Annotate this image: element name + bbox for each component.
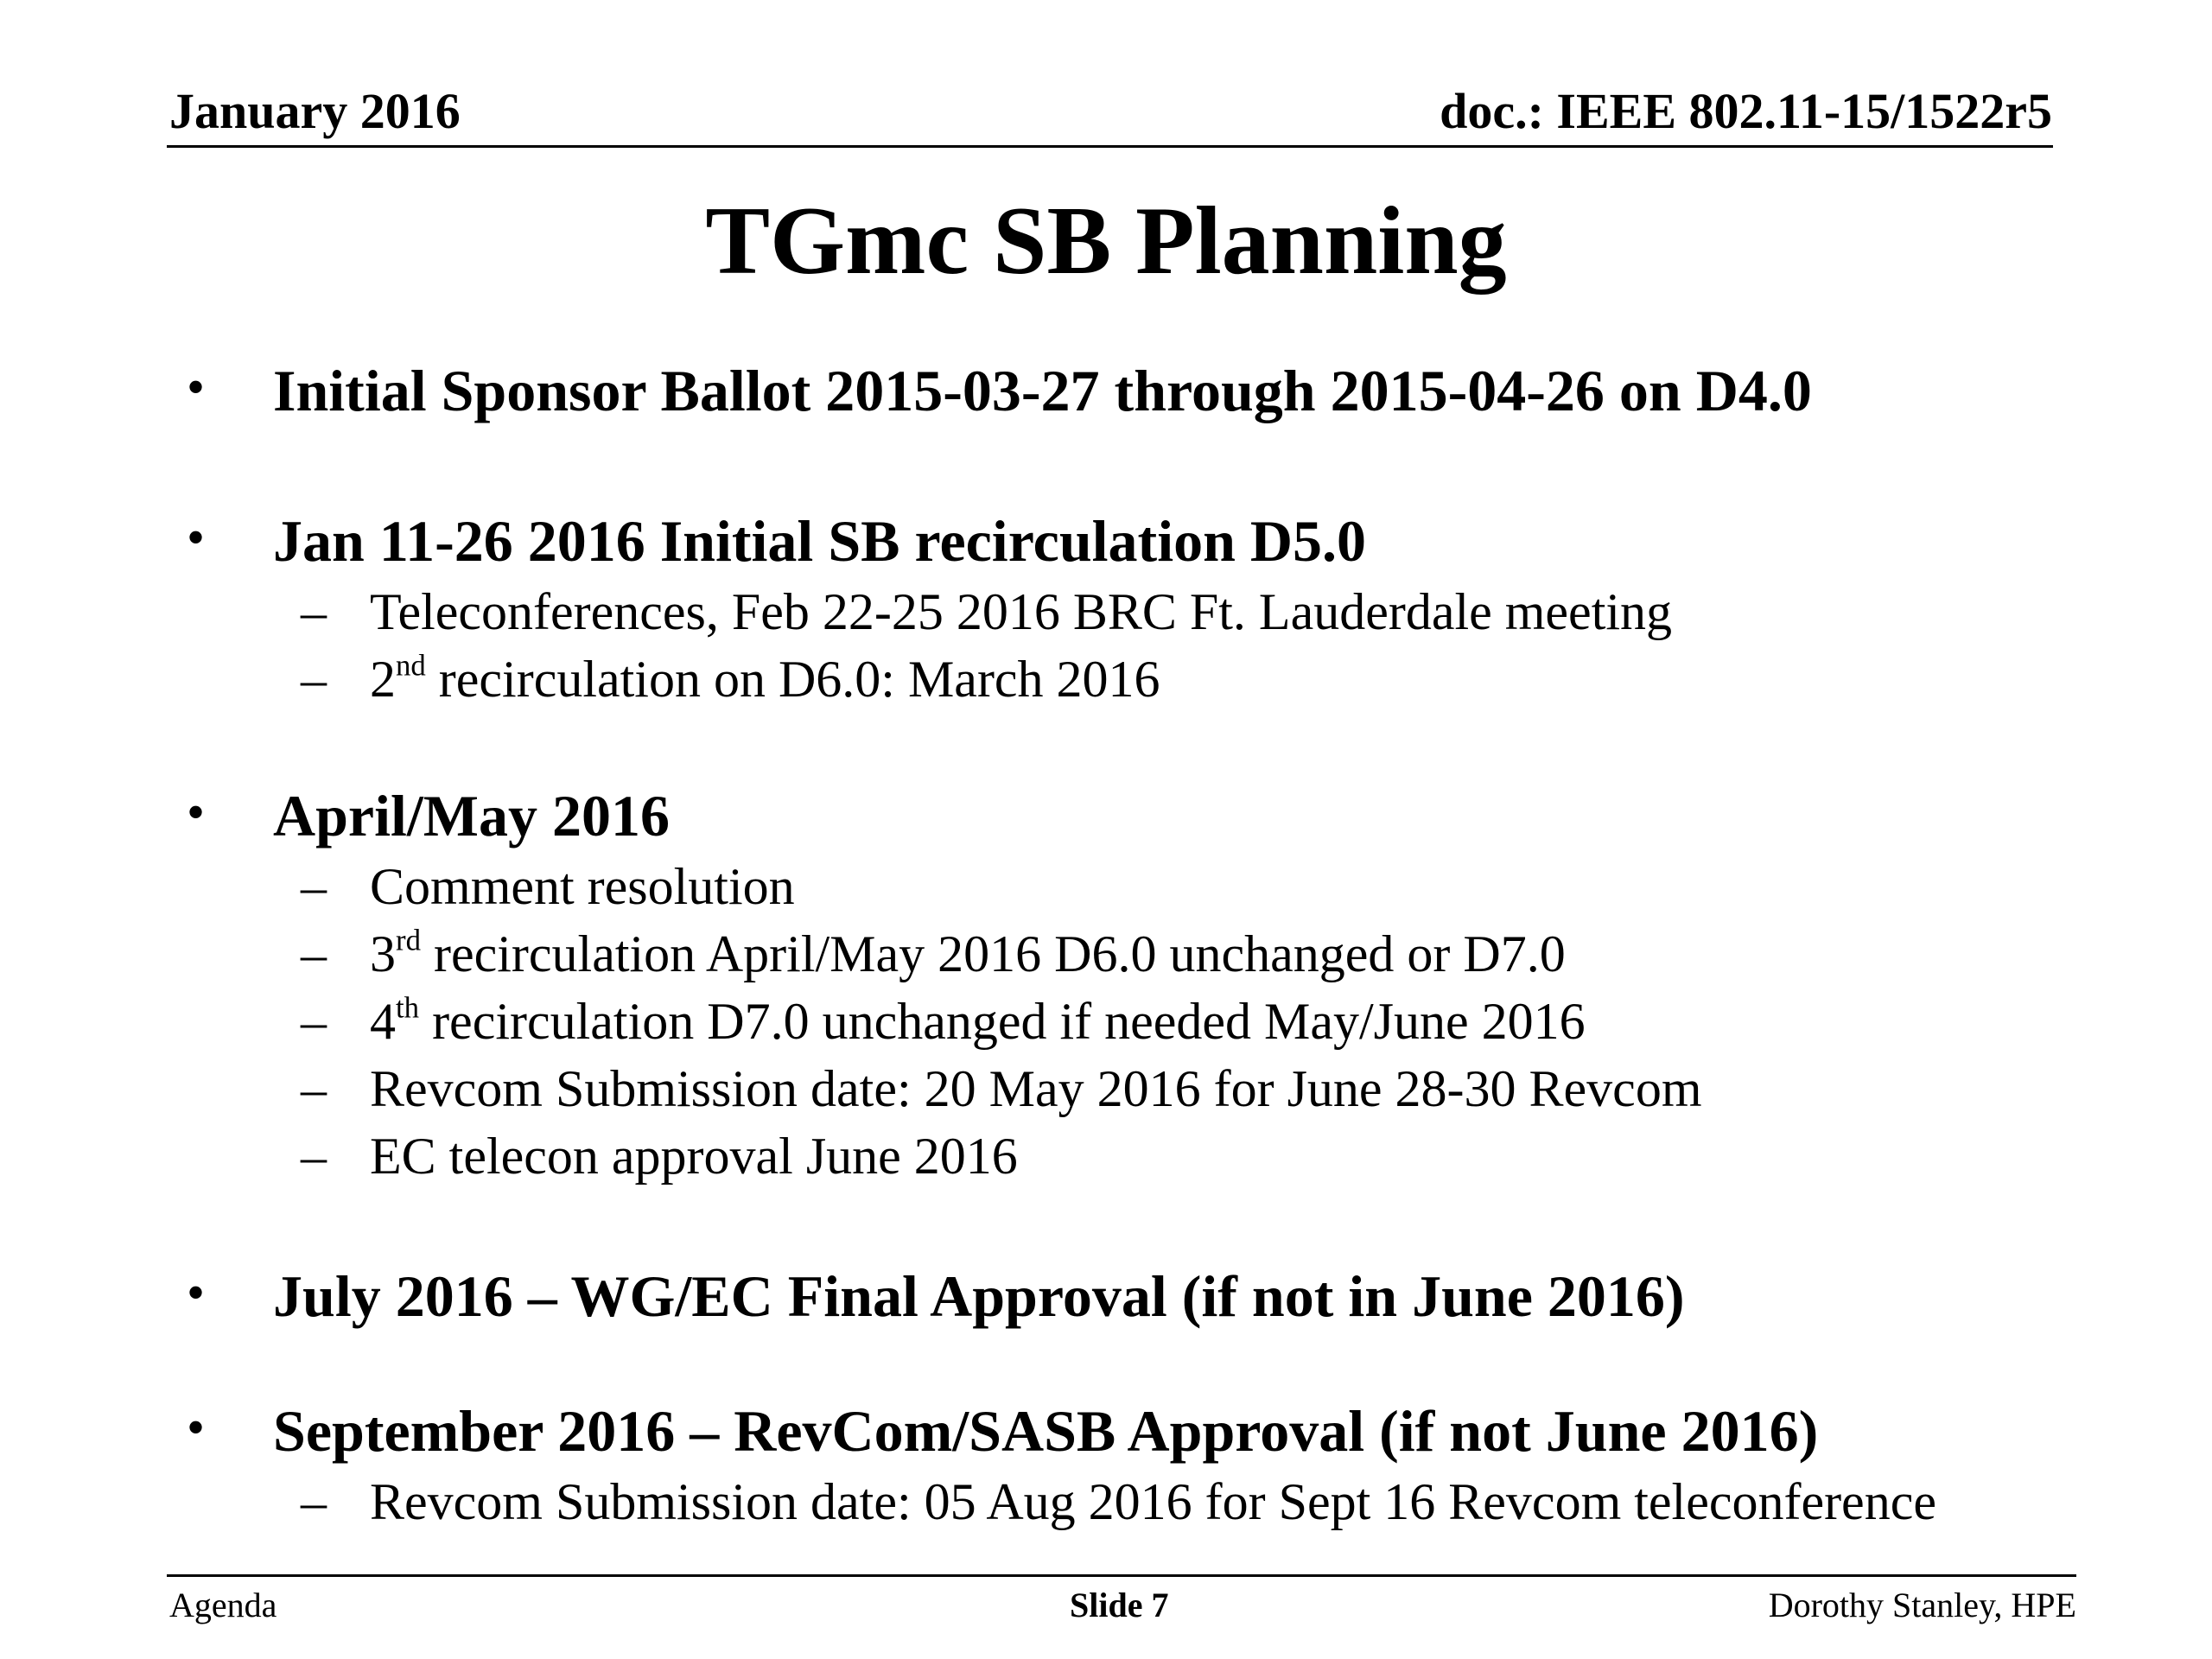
- bullet-item-4: [187, 1263, 1685, 1329]
- ordinal-suffix: th: [396, 990, 420, 1025]
- dash-marker: –: [301, 651, 327, 708]
- sub-item-2-2: [301, 648, 1160, 708]
- dash-marker: –: [301, 993, 327, 1050]
- sub-item-3-3: [301, 990, 1586, 1050]
- dash-marker: –: [301, 858, 327, 915]
- ordinal-suffix: nd: [396, 648, 426, 683]
- sub-item-ordinal: 3: [370, 925, 396, 982]
- bullet-marker: •: [187, 1264, 206, 1321]
- dash-marker: –: [301, 1473, 327, 1530]
- bullet-item-2: [187, 508, 1367, 574]
- bullet-text: Jan 11-26 2016 Initial SB recirculation D5.0: [273, 508, 1367, 574]
- header-divider: [167, 145, 2053, 148]
- dash-marker: –: [301, 925, 327, 982]
- bullet-marker: •: [187, 1399, 206, 1456]
- bullet-item-3: [187, 783, 670, 849]
- header-date: January 2016: [169, 83, 461, 139]
- dash-marker: –: [301, 1060, 327, 1117]
- footer-author: Dorothy Stanley, HPE: [1768, 1586, 2076, 1624]
- bullet-item-5: [187, 1398, 1819, 1464]
- bullet-marker: •: [187, 784, 206, 841]
- sub-item-text: EC telecon approval June 2016: [370, 1128, 1018, 1185]
- sub-item-3-4: [301, 1060, 1702, 1117]
- footer-divider: [167, 1574, 2076, 1577]
- sub-item-3-5: [301, 1128, 1018, 1185]
- sub-item-text: Revcom Submission date: 20 May 2016 for June 28-30 Revcom: [370, 1060, 1702, 1117]
- slide-title: TGmc SB Planning: [705, 188, 1507, 295]
- sub-item-5-1: [301, 1473, 1936, 1530]
- bullet-text: Initial Sponsor Ballot 2015-03-27 through 2015-04-26 on D4.0: [273, 358, 1812, 423]
- bullet-text: July 2016 – WG/EC Final Approval (if not in June 2016): [273, 1263, 1685, 1329]
- sub-item-text: recirculation April/May 2016 D6.0 unchanged or D7.0: [421, 925, 1566, 982]
- sub-item-3-1: [301, 858, 795, 915]
- dash-marker: –: [301, 1128, 327, 1185]
- header-doc-id: doc.: IEEE 802.11-15/1522r5: [1440, 83, 2052, 139]
- bullet-text: April/May 2016: [273, 783, 670, 849]
- dash-marker: –: [301, 583, 327, 640]
- bullet-item-1: [187, 358, 1812, 423]
- sub-item-ordinal: 4: [370, 993, 396, 1050]
- sub-item-text: Teleconferences, Feb 22-25 2016 BRC Ft. Lauderdale meeting: [370, 583, 1673, 640]
- sub-item-3-2: [301, 923, 1566, 982]
- sub-item-text: recirculation on D6.0: March 2016: [425, 651, 1160, 708]
- sub-item-text: Comment resolution: [370, 858, 795, 915]
- ordinal-suffix: rd: [396, 923, 421, 957]
- footer-left: Agenda: [169, 1586, 277, 1624]
- sub-item-text: Revcom Submission date: 05 Aug 2016 for Sept 16 Revcom teleconference: [370, 1473, 1936, 1530]
- sub-item-2-1: [301, 583, 1673, 640]
- sub-item-text: recirculation D7.0 unchanged if needed May/June 2016: [419, 993, 1586, 1050]
- bullet-text: September 2016 – RevCom/SASB Approval (if not June 2016): [273, 1398, 1819, 1464]
- bullet-marker: •: [187, 359, 206, 416]
- bullet-marker: •: [187, 509, 206, 566]
- footer-slide-number: Slide 7: [1070, 1586, 1169, 1624]
- sub-item-ordinal: 2: [370, 651, 396, 708]
